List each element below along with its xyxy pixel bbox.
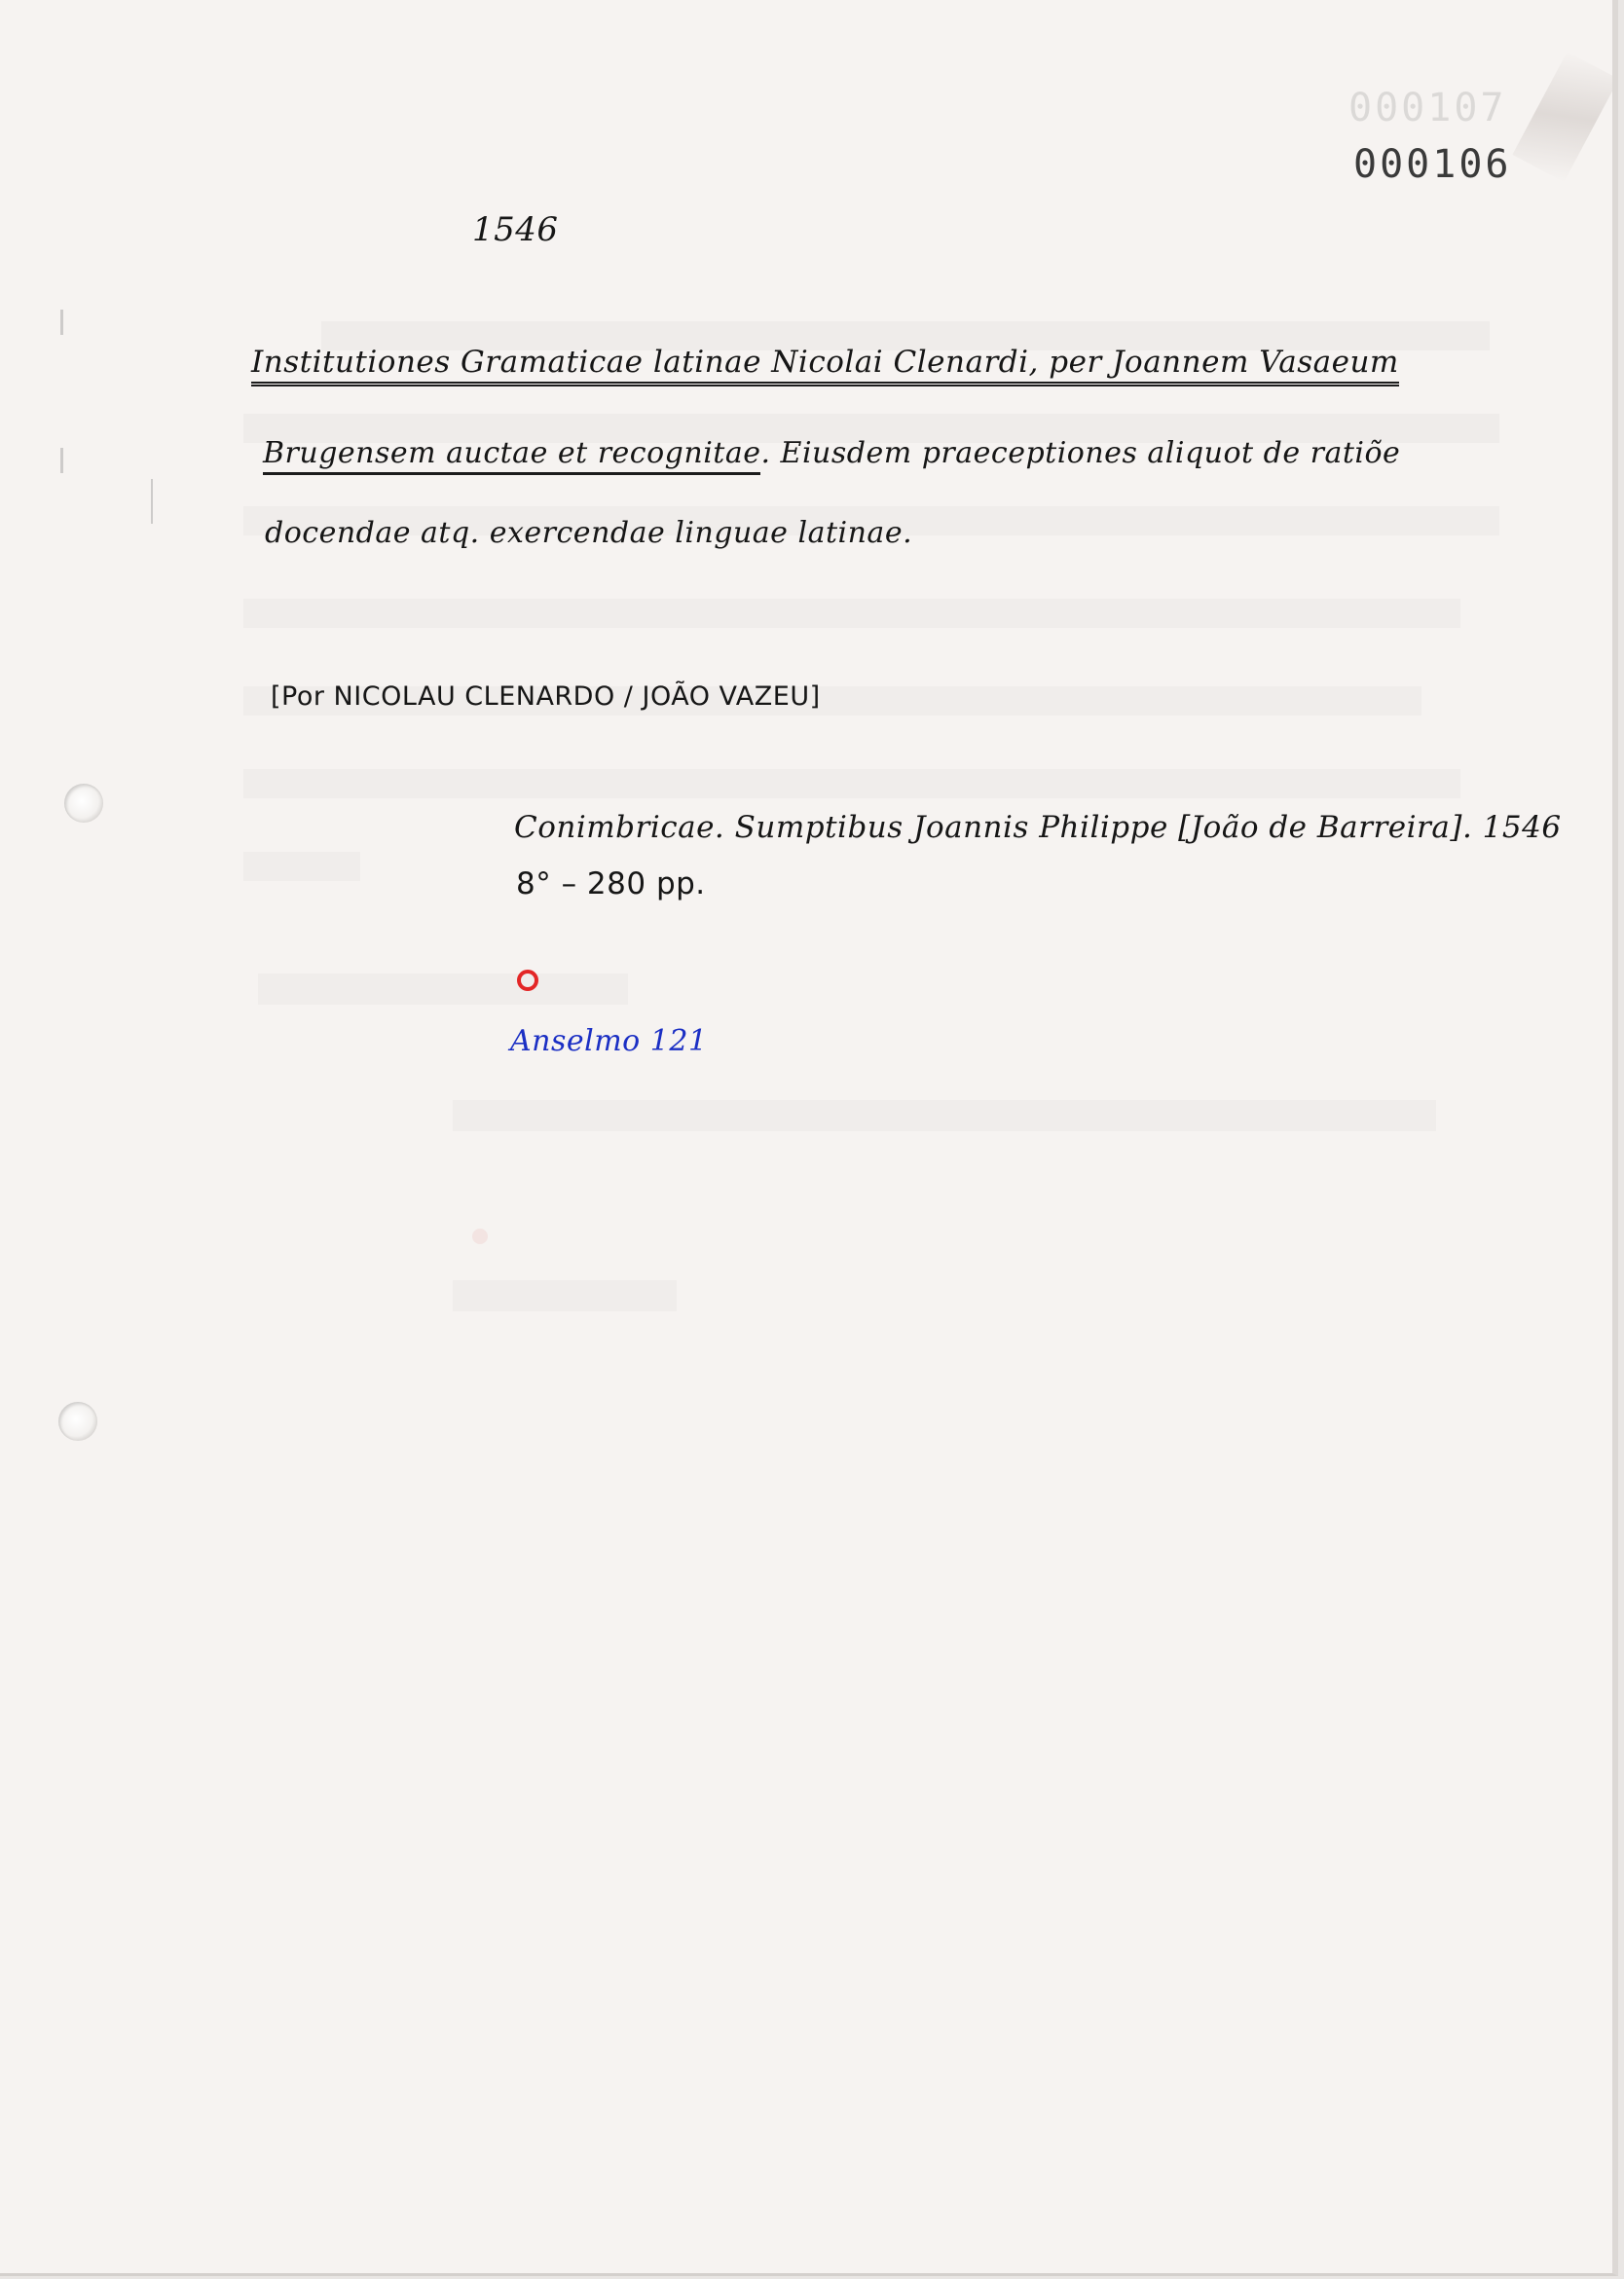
format: 8° – 280 pp. — [516, 866, 706, 901]
margin-mark — [60, 310, 63, 335]
show-through-line — [453, 1280, 677, 1311]
stamp-number: 000106 — [1353, 142, 1512, 187]
show-through-line — [243, 769, 1460, 798]
show-through-line — [243, 599, 1460, 628]
margin-mark — [151, 479, 153, 524]
title-line-1 — [251, 345, 1399, 380]
show-through-line — [453, 1100, 1436, 1131]
show-through-mark — [472, 1229, 488, 1244]
punch-hole-bottom — [58, 1402, 97, 1441]
title-line-1-text: Institutiones Gramaticae latinae Nicolai Clenardi, per Joannem Vasaeum — [251, 345, 1399, 386]
margin-mark — [60, 448, 63, 473]
imprint: Conimbricae. Sumptibus Joannis Philippe [João de Barreira]. 1546 — [514, 810, 1562, 845]
reference: Anselmo 121 — [510, 1024, 708, 1058]
ghost-stamp-number: 000107 — [1348, 86, 1507, 130]
title-line-3: docendae atq. exercendae linguae latinae. — [265, 516, 913, 550]
authors: [Por NICOLAU CLENARDO / JOÃO VAZEU] — [271, 681, 821, 712]
title-line-2-underlined-text: Brugensem auctae et recognitae — [263, 436, 760, 475]
year: 1546 — [472, 210, 559, 249]
show-through-line — [243, 852, 360, 881]
corner-shadow — [1512, 52, 1618, 182]
punch-hole-top — [64, 784, 103, 823]
title-line-2-rest-text: . Eiusdem praeceptiones aliquot de ratiõe — [760, 436, 1401, 470]
title-line-2 — [263, 436, 1400, 470]
show-through-line — [258, 974, 628, 1005]
red-circle-mark — [517, 970, 538, 991]
